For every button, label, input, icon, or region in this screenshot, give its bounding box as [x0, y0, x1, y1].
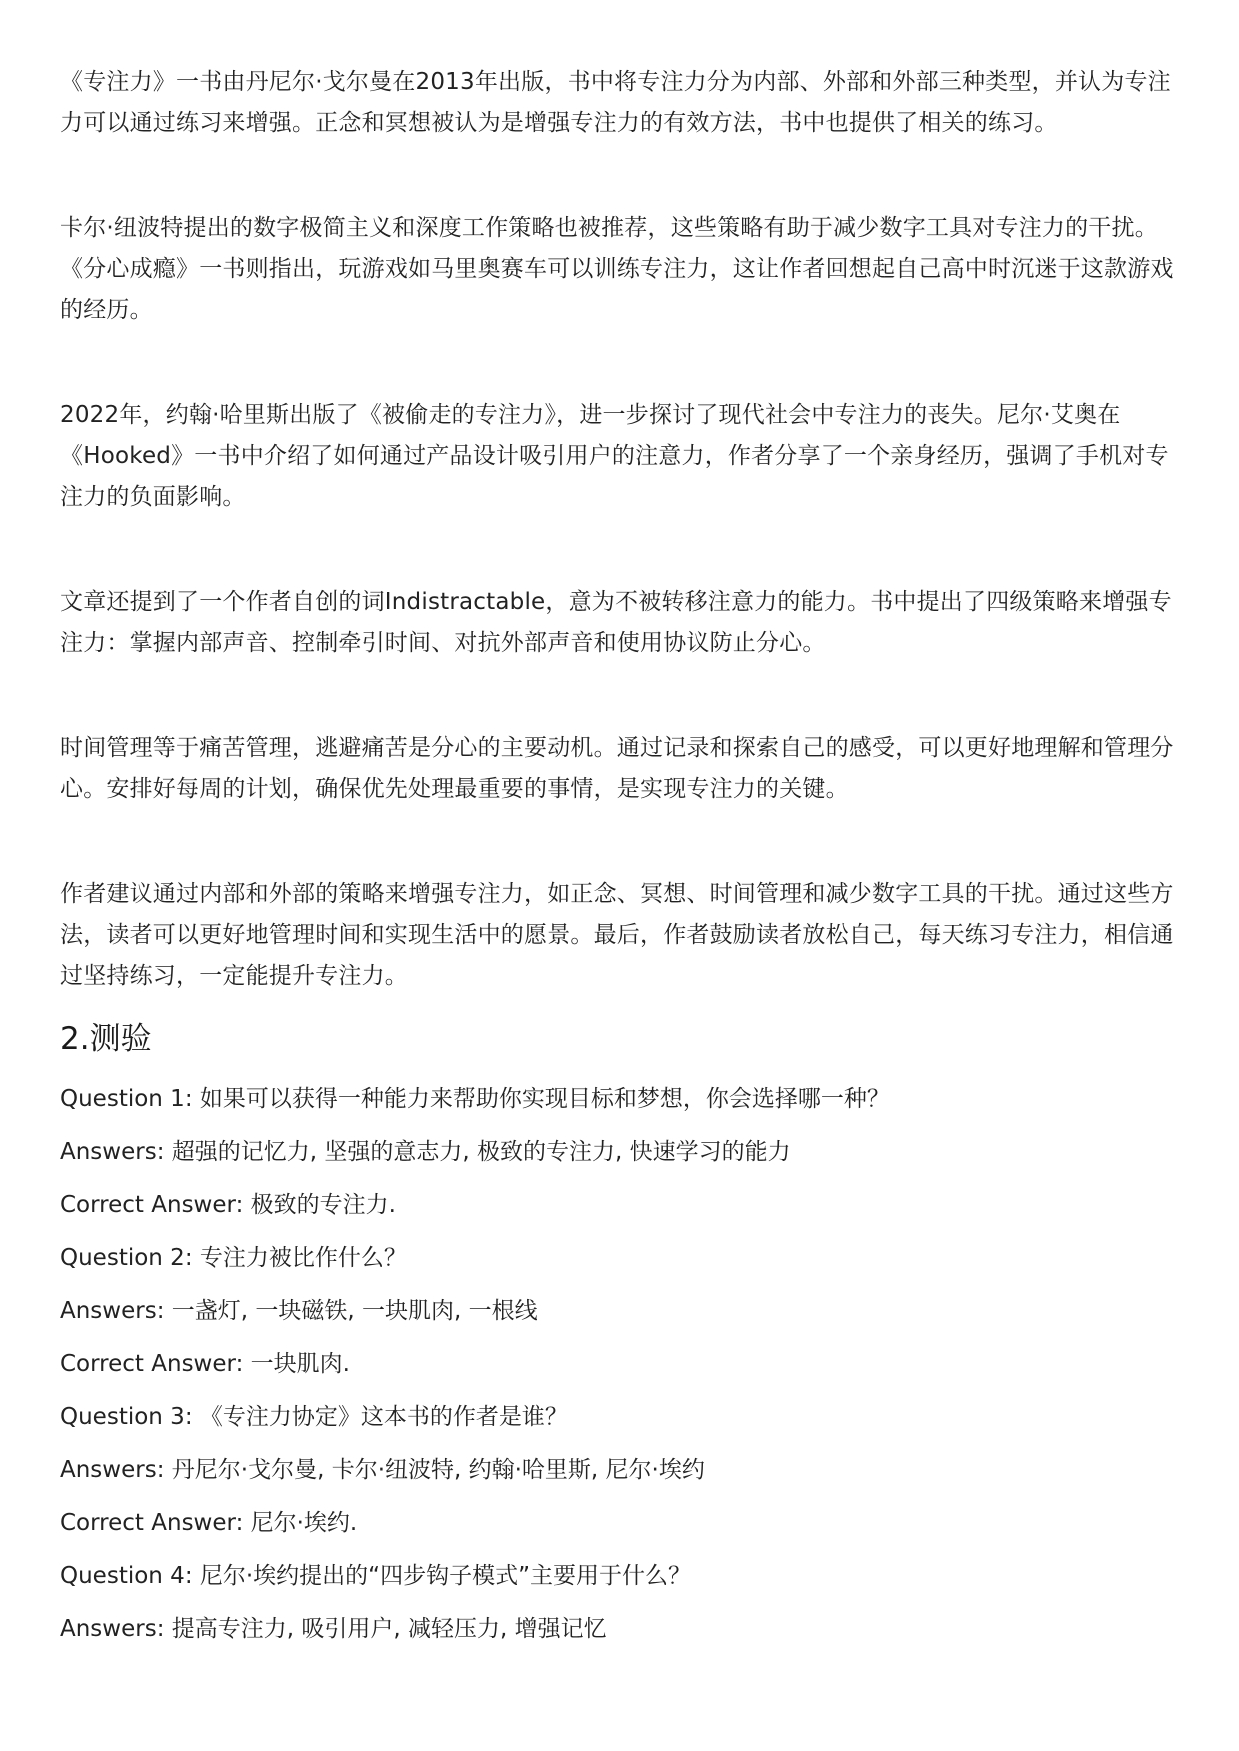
quiz-answers-2: Answers: 一盏灯, 一块磁铁, 一块肌肉, 一根线: [60, 1298, 538, 1324]
quiz-correct-answer-3: Correct Answer: 尼尔·埃约.: [60, 1510, 358, 1536]
paragraph-conclusion: 作者建议通过内部和外部的策略来增强专注力，如正念、冥想、时间管理和减少数字工具的干扰。通过这些方法，读者可以更好地管理时间和实现生活中的愿景。最后，作者鼓励读者放松自己，每天练习专注力，相信通过坚持练习，一定能提升专注力。: [60, 881, 1174, 989]
quiz-question-1: Question 1: 如果可以获得一种能力来帮助你实现目标和梦想，你会选择哪一种？: [60, 1086, 890, 1112]
quiz-heading: 2.测验: [60, 1021, 152, 1057]
paragraph-stolen-focus: 2022年，约翰·哈里斯出版了《被偷走的专注力》，进一步探讨了现代社会中专注力的丧失。尼尔·艾奥在《Hooked》一书中介绍了如何通过产品设计吸引用户的注意力，作者分享了一个亲身经历，强调了手机对专注力的负面影响。: [60, 402, 1169, 510]
quiz-question-3: Question 3: 《专注力协定》这本书的作者是谁？: [60, 1404, 568, 1430]
paragraph-focus-book: 《专注力》一书由丹尼尔·戈尔曼在2013年出版，书中将专注力分为内部、外部和外部三种类型，并认为专注力可以通过练习来增强。正念和冥想被认为是增强专注力的有效方法，书中也提供了相关的练习。: [60, 69, 1171, 136]
quiz-correct-answer-1: Correct Answer: 极致的专注力.: [60, 1192, 396, 1218]
quiz-correct-answer-2: Correct Answer: 一块肌肉.: [60, 1351, 350, 1377]
quiz-answers-3: Answers: 丹尼尔·戈尔曼, 卡尔·纽波特, 约翰·哈里斯, 尼尔·埃约: [60, 1457, 705, 1483]
paragraph-digital-minimalism: 卡尔·纽波特提出的数字极简主义和深度工作策略也被推荐，这些策略有助于减少数字工具对专注力的干扰。《分心成瘾》一书则指出，玩游戏如马里奥赛车可以训练专注力，这让作者回想起自己高中时沉迷于这款游戏的经历。: [60, 215, 1174, 323]
quiz-question-2: Question 2: 专注力被比作什么？: [60, 1245, 407, 1271]
paragraph-indistractable: 文章还提到了一个作者自创的词Indistractable，意为不被转移注意力的能力。书中提出了四级策略来增强专注力：掌握内部声音、控制牵引时间、对抗外部声音和使用协议防止分心。: [60, 589, 1172, 656]
paragraph-time-management: 时间管理等于痛苦管理，逃避痛苦是分心的主要动机。通过记录和探索自己的感受，可以更好地理解和管理分心。安排好每周的计划，确保优先处理最重要的事情，是实现专注力的关键。: [60, 735, 1174, 802]
quiz-list: [60, 1073, 1180, 1656]
quiz-question-4: Question 4: 尼尔·埃约提出的“四步钩子模式”主要用于什么？: [60, 1563, 692, 1589]
quiz-answers-4: Answers: 提高专注力, 吸引用户, 减轻压力, 增强记忆: [60, 1616, 607, 1642]
quiz-answers-1: Answers: 超强的记忆力, 坚强的意志力, 极致的专注力, 快速学习的能力: [60, 1139, 791, 1165]
document-page: [60, 62, 1180, 1656]
